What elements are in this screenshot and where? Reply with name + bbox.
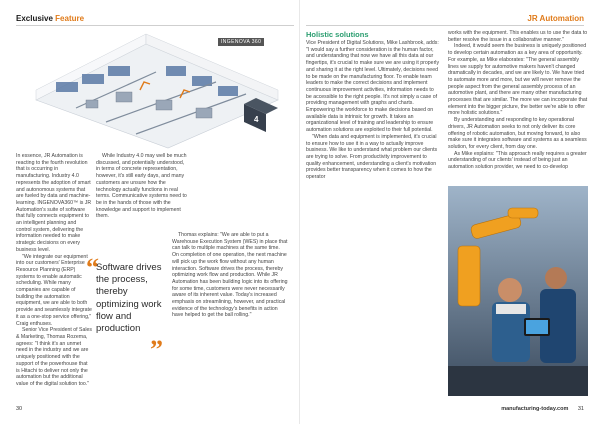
page-number: 31 [577, 406, 584, 412]
right-column-1 [306, 40, 440, 181]
image-tag: INGENOVA 360 [218, 38, 264, 46]
close-quote-icon: ” [150, 335, 163, 364]
section-header: JR Automation [527, 14, 584, 23]
site-name: manufacturing-today.com [501, 406, 569, 412]
paragraph: works with the equipment. This enables us to use the data to better resolve the issue in a collaborative manner." [448, 30, 588, 43]
right-page [300, 0, 600, 424]
left-column-2-mid [172, 232, 288, 319]
paragraph: As Mike explains: "This approach really requires a greater understanding of our clients' instead of being just an automation solution provider, we need to co-develop [448, 150, 587, 171]
header-rule [16, 25, 294, 26]
paragraph: Vice President of Digital Solutions, Mike Lashbrook, adds: "I would say a further consideration is the human factor, and understanding that now we have all this data at our fingertips, it's crucial to make sure we are using it properly and sharing it at the right level. Ultimately, decisions need to be made on the manufacturing floor. To enable team leaders to make the correct decisions and implement continuous improvement activities, information needs to be accessible to the right people. It's not simply a case of providing management with graphs and charts. Empowering the workforce to make decisions based on available data is intrinsic for growth. It takes an organizational level of training and leadership to ensure automation solutions are exploited to their full potential. [306, 40, 440, 134]
factory-illustration [16, 30, 288, 150]
open-quote-icon: “ [86, 253, 99, 282]
paragraph: Thomas explains: "We are able to put a Warehouse Execution System (WES) in place that can talk to multiple machines at the same time. On completion of one operation, the next machine will pick up the work flow without any human interaction. Software drives the process, thereby optimizing work flow and production. While JR Automation has been building logic into its offering for some time, customers were never necessarily aware of its inherent value. Today's increased emphasis on streamlining, however, and practical evidence of the technology's benefits in action have helped to get the ball rolling." [172, 232, 288, 319]
paragraph: "We integrate our equipment into our customers' Enterprise Resource Planning (ERP) systems to enable automatic scheduling. While many companies are capable of building the automation equipment, we are able to both provide and seamlessly integrate it as a one-stop service offering," Craig enthuses. [16, 253, 92, 327]
section-header [16, 14, 84, 23]
paragraph: In essence, JR Automation is reacting to the fourth revolution that is occurring in manufacturing. Industry 4.0 represents the adoption of smart and autonomous systems that are fueled by data and machine-learning. INGENOVA360™ is JR Automation's suite of software that fully connects equipment to an intelligent planning and control system, delivering the information needed to make strategic decisions on every business level. [16, 153, 92, 253]
left-column-2-top [96, 153, 188, 220]
zone-number: 4 [254, 115, 259, 124]
paragraph: Indeed, it would seem the business is uniquely positioned to develop certain automation as a key area of opportunity. For example, as Mike elaborates: "The general assembly lines we supply for automotive makers haven't changed dramatically in decades, and we are likely to. We have tried to automate more and more, but we will never remove the people aspect from the general assembly process of an automotive plant, and there are many other manufacturing processes that are similar. The more we can incorporate that element into the bigger picture, the better we're able to offer more holistic solutions." [448, 43, 588, 117]
paragraph: Senior Vice President of Sales & Marketing, Thomas Rozema, agrees: "I think it's an unmet need in the industry and we are uniquely positioned with the support of the powerhouse that is Hitachi to deliver not only the automation but the additional value of the digital solution too." [16, 327, 92, 387]
paragraph: "When data and equipment is implemented, it's crucial to ensure how to use it in a way to actually improve business. We like to understand what problem our clients are trying to solve. From productivity improvement to quality enhancement, understanding a client's motivation provides better transparency when it comes to how the operator [306, 133, 438, 181]
page-footer [501, 406, 584, 412]
paragraph: By understanding and responding to key operational drivers, JR Automation seeks to not only deliver its core offering of robotic automation, but moving forward, to also make sure it integrates software and systems as a seamless solution, for every client, from day one. [448, 117, 587, 150]
pull-quote: Software drives the process, thereby optimizing work flow and production [96, 262, 162, 335]
page-number: 30 [16, 406, 23, 412]
header-accent: Feature [55, 14, 85, 23]
workers-photo [448, 186, 588, 396]
left-column-1 [16, 153, 92, 388]
header-rule [306, 25, 584, 26]
header-prefix: Exclusive [16, 14, 53, 23]
right-column-2 [448, 30, 588, 171]
paragraph: While Industry 4.0 may well be much discussed, and potentially understood, in terms of concrete representation, however, it's still early days, and many customers are unsure how the technology actually functions in real terms. Communicative systems need to be in the hands of those with the knowledge and support to implement them. [96, 153, 187, 220]
subhead: Holistic solutions [306, 30, 369, 39]
